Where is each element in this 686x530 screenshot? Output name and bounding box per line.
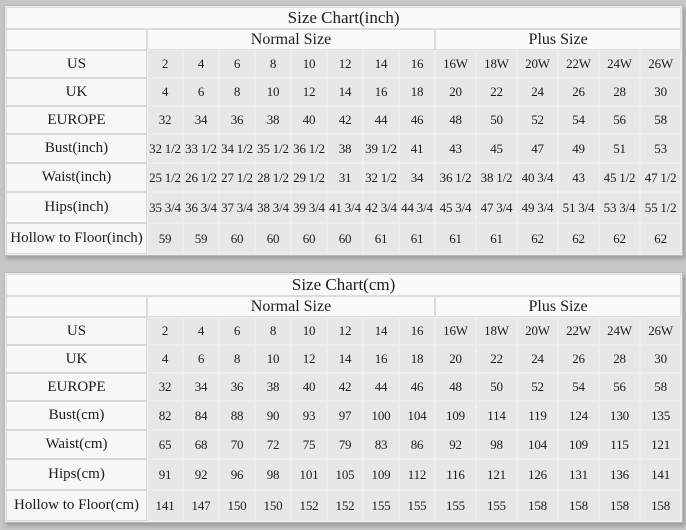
size-cell: 39 1/2 — [364, 135, 398, 162]
column-group-label: Normal Size — [148, 297, 434, 316]
size-cell: 147 — [184, 491, 218, 520]
row-label: Hollow to Floor(inch) — [7, 224, 146, 253]
size-cell: 121 — [641, 431, 680, 458]
size-cell: 93 — [292, 402, 326, 429]
table-row — [7, 107, 680, 133]
size-cell: 65 — [148, 431, 182, 458]
size-cell: 6 — [184, 79, 218, 105]
size-cell: 41 — [400, 135, 434, 162]
size-cell: 34 — [184, 374, 218, 400]
size-cell: 97 — [328, 402, 362, 429]
size-cell: 22 — [477, 346, 516, 372]
size-cell: 12 — [328, 51, 362, 77]
size-cell: 51 3/4 — [559, 193, 598, 222]
size-cell: 104 — [400, 402, 434, 429]
size-cell: 28 — [600, 346, 639, 372]
size-cell: 152 — [292, 491, 326, 520]
size-cell: 141 — [641, 460, 680, 489]
size-cell: 61 — [364, 224, 398, 253]
size-cell: 155 — [436, 491, 475, 520]
row-label: Bust(inch) — [7, 135, 146, 162]
size-cell: 126 — [518, 460, 557, 489]
size-cell: 98 — [477, 431, 516, 458]
size-cell: 54 — [559, 374, 598, 400]
size-cell: 44 3/4 — [400, 193, 434, 222]
size-cell: 18 — [400, 79, 434, 105]
row-label: EUROPE — [7, 107, 146, 133]
size-cell: 29 1/2 — [292, 164, 326, 191]
size-cell: 14 — [328, 79, 362, 105]
size-cell: 16 — [364, 346, 398, 372]
size-cell: 32 — [148, 107, 182, 133]
size-cell: 54 — [559, 107, 598, 133]
corner-cell — [7, 30, 146, 49]
size-cell: 35 1/2 — [256, 135, 290, 162]
table-row — [7, 224, 680, 253]
size-cell: 49 — [559, 135, 598, 162]
size-cell: 155 — [477, 491, 516, 520]
size-cell: 42 — [328, 107, 362, 133]
size-cell: 16W — [436, 51, 475, 77]
size-cell: 50 — [477, 374, 516, 400]
size-cell: 47 — [518, 135, 557, 162]
size-cell: 27 1/2 — [220, 164, 254, 191]
row-label: US — [7, 318, 146, 344]
size-cell: 16 — [400, 51, 434, 77]
size-cell: 60 — [256, 224, 290, 253]
size-cell: 40 — [292, 107, 326, 133]
size-cell: 18W — [477, 318, 516, 344]
size-cell: 42 3/4 — [364, 193, 398, 222]
size-cell: 4 — [184, 51, 218, 77]
size-cell: 46 — [400, 374, 434, 400]
size-cell: 48 — [436, 374, 475, 400]
size-cell: 109 — [559, 431, 598, 458]
size-cell: 36 1/2 — [292, 135, 326, 162]
size-cell: 12 — [292, 79, 326, 105]
size-cell: 34 — [400, 164, 434, 191]
size-cell: 115 — [600, 431, 639, 458]
size-chart-cm-wrap — [4, 272, 681, 523]
size-cell: 36 — [220, 107, 254, 133]
size-cell: 46 — [400, 107, 434, 133]
size-cell: 24 — [518, 79, 557, 105]
size-cell: 38 1/2 — [477, 164, 516, 191]
row-label: Bust(cm) — [7, 402, 146, 429]
size-cell: 14 — [364, 51, 398, 77]
size-cell: 152 — [328, 491, 362, 520]
row-label: Waist(cm) — [7, 431, 146, 458]
size-cell: 12 — [292, 346, 326, 372]
size-cell: 60 — [220, 224, 254, 253]
size-cell: 18W — [477, 51, 516, 77]
size-cell: 109 — [436, 402, 475, 429]
size-cell: 28 — [600, 79, 639, 105]
size-cell: 119 — [518, 402, 557, 429]
size-cell: 124 — [559, 402, 598, 429]
size-cell: 130 — [600, 402, 639, 429]
size-cell: 56 — [600, 374, 639, 400]
size-cell: 45 3/4 — [436, 193, 475, 222]
row-label: UK — [7, 79, 146, 105]
size-cell: 155 — [400, 491, 434, 520]
size-cell: 4 — [184, 318, 218, 344]
size-cell: 28 1/2 — [256, 164, 290, 191]
table-row — [7, 460, 680, 489]
size-chart-inch-table — [4, 5, 683, 256]
size-cell: 20 — [436, 346, 475, 372]
table-row — [7, 431, 680, 458]
size-chart-inch-wrap — [4, 5, 681, 256]
size-cell: 116 — [436, 460, 475, 489]
size-cell: 26 — [559, 79, 598, 105]
size-cell: 109 — [364, 460, 398, 489]
table-row — [7, 318, 680, 344]
size-cell: 30 — [641, 346, 680, 372]
size-cell: 16W — [436, 318, 475, 344]
size-cell: 88 — [220, 402, 254, 429]
size-cell: 25 1/2 — [148, 164, 182, 191]
table-title: Size Chart(cm) — [7, 275, 680, 295]
size-cell: 10 — [256, 79, 290, 105]
size-cell: 6 — [220, 51, 254, 77]
size-cell: 150 — [220, 491, 254, 520]
size-cell: 22W — [559, 318, 598, 344]
size-cell: 53 3/4 — [600, 193, 639, 222]
size-cell: 38 — [256, 107, 290, 133]
size-cell: 10 — [256, 346, 290, 372]
size-cell: 2 — [148, 51, 182, 77]
size-cell: 158 — [518, 491, 557, 520]
size-cell: 59 — [184, 224, 218, 253]
size-cell: 62 — [641, 224, 680, 253]
size-cell: 4 — [148, 79, 182, 105]
size-cell: 59 — [148, 224, 182, 253]
size-cell: 30 — [641, 79, 680, 105]
size-cell: 72 — [256, 431, 290, 458]
size-cell: 26 1/2 — [184, 164, 218, 191]
size-cell: 58 — [641, 107, 680, 133]
table-row — [7, 374, 680, 400]
size-cell: 158 — [600, 491, 639, 520]
size-cell: 22W — [559, 51, 598, 77]
size-cell: 26 — [559, 346, 598, 372]
size-cell: 24W — [600, 51, 639, 77]
size-cell: 62 — [600, 224, 639, 253]
size-cell: 38 — [256, 374, 290, 400]
size-cell: 44 — [364, 374, 398, 400]
size-cell: 32 1/2 — [148, 135, 182, 162]
size-cell: 20 — [436, 79, 475, 105]
size-cell: 68 — [184, 431, 218, 458]
corner-cell — [7, 297, 146, 316]
size-cell: 16 — [364, 79, 398, 105]
size-cell: 62 — [559, 224, 598, 253]
size-cell: 38 3/4 — [256, 193, 290, 222]
size-cell: 32 1/2 — [364, 164, 398, 191]
size-cell: 98 — [256, 460, 290, 489]
size-cell: 83 — [364, 431, 398, 458]
size-cell: 34 1/2 — [220, 135, 254, 162]
size-cell: 60 — [292, 224, 326, 253]
size-cell: 34 — [184, 107, 218, 133]
size-cell: 6 — [220, 318, 254, 344]
size-cell: 20W — [518, 318, 557, 344]
size-cell: 91 — [148, 460, 182, 489]
size-cell: 2 — [148, 318, 182, 344]
size-chart-cm-table — [4, 272, 683, 523]
size-cell: 56 — [600, 107, 639, 133]
size-cell: 14 — [364, 318, 398, 344]
table-row — [7, 193, 680, 222]
row-label: Waist(inch) — [7, 164, 146, 191]
size-cell: 10 — [292, 51, 326, 77]
size-cell: 53 — [641, 135, 680, 162]
size-cell: 60 — [328, 224, 362, 253]
size-cell: 135 — [641, 402, 680, 429]
size-cell: 70 — [220, 431, 254, 458]
row-label: Hollow to Floor(cm) — [7, 491, 146, 520]
size-cell: 40 3/4 — [518, 164, 557, 191]
size-cell: 50 — [477, 107, 516, 133]
table-row — [7, 402, 680, 429]
size-cell: 141 — [148, 491, 182, 520]
size-cell: 158 — [559, 491, 598, 520]
size-cell: 8 — [256, 318, 290, 344]
size-cell: 8 — [256, 51, 290, 77]
size-cell: 101 — [292, 460, 326, 489]
column-group-label: Plus Size — [436, 30, 680, 49]
size-cell: 36 — [220, 374, 254, 400]
size-cell: 38 — [328, 135, 362, 162]
size-cell: 45 1/2 — [600, 164, 639, 191]
size-cell: 55 1/2 — [641, 193, 680, 222]
size-cell: 79 — [328, 431, 362, 458]
size-cell: 43 — [436, 135, 475, 162]
row-label: Hips(cm) — [7, 460, 146, 489]
size-cell: 75 — [292, 431, 326, 458]
size-cell: 26W — [641, 51, 680, 77]
size-cell: 114 — [477, 402, 516, 429]
size-cell: 4 — [148, 346, 182, 372]
row-label: Hips(inch) — [7, 193, 146, 222]
size-cell: 49 3/4 — [518, 193, 557, 222]
size-cell: 45 — [477, 135, 516, 162]
size-cell: 20W — [518, 51, 557, 77]
size-cell: 10 — [292, 318, 326, 344]
size-cell: 39 3/4 — [292, 193, 326, 222]
size-cell: 36 3/4 — [184, 193, 218, 222]
size-cell: 16 — [400, 318, 434, 344]
size-cell: 52 — [518, 107, 557, 133]
size-cell: 36 1/2 — [436, 164, 475, 191]
size-cell: 100 — [364, 402, 398, 429]
size-cell: 112 — [400, 460, 434, 489]
size-cell: 92 — [184, 460, 218, 489]
column-group-label: Plus Size — [436, 297, 680, 316]
size-cell: 42 — [328, 374, 362, 400]
size-cell: 90 — [256, 402, 290, 429]
size-cell: 96 — [220, 460, 254, 489]
size-cell: 32 — [148, 374, 182, 400]
size-cell: 61 — [477, 224, 516, 253]
size-cell: 82 — [148, 402, 182, 429]
table-row — [7, 346, 680, 372]
row-label: US — [7, 51, 146, 77]
size-cell: 41 3/4 — [328, 193, 362, 222]
table-row — [7, 164, 680, 191]
column-group-label: Normal Size — [148, 30, 434, 49]
size-cell: 121 — [477, 460, 516, 489]
size-cell: 31 — [328, 164, 362, 191]
size-cell: 35 3/4 — [148, 193, 182, 222]
size-cell: 40 — [292, 374, 326, 400]
size-cell: 62 — [518, 224, 557, 253]
size-cell: 18 — [400, 346, 434, 372]
size-cell: 52 — [518, 374, 557, 400]
size-cell: 61 — [436, 224, 475, 253]
row-label: UK — [7, 346, 146, 372]
size-cell: 104 — [518, 431, 557, 458]
size-cell: 92 — [436, 431, 475, 458]
size-cell: 26W — [641, 318, 680, 344]
size-cell: 33 1/2 — [184, 135, 218, 162]
size-cell: 43 — [559, 164, 598, 191]
size-cell: 51 — [600, 135, 639, 162]
size-cell: 37 3/4 — [220, 193, 254, 222]
size-cell: 6 — [184, 346, 218, 372]
size-cell: 14 — [328, 346, 362, 372]
size-cell: 86 — [400, 431, 434, 458]
size-cell: 47 1/2 — [641, 164, 680, 191]
size-cell: 44 — [364, 107, 398, 133]
size-cell: 155 — [364, 491, 398, 520]
row-label: EUROPE — [7, 374, 146, 400]
size-cell: 47 3/4 — [477, 193, 516, 222]
size-cell: 61 — [400, 224, 434, 253]
size-cell: 48 — [436, 107, 475, 133]
size-cell: 58 — [641, 374, 680, 400]
size-cell: 8 — [220, 346, 254, 372]
table-row — [7, 135, 680, 162]
table-row — [7, 51, 680, 77]
table-title: Size Chart(inch) — [7, 8, 680, 28]
size-cell: 150 — [256, 491, 290, 520]
table-row — [7, 79, 680, 105]
size-cell: 24W — [600, 318, 639, 344]
size-cell: 131 — [559, 460, 598, 489]
table-row — [7, 491, 680, 520]
size-cell: 158 — [641, 491, 680, 520]
size-cell: 12 — [328, 318, 362, 344]
size-cell: 22 — [477, 79, 516, 105]
size-cell: 136 — [600, 460, 639, 489]
size-cell: 24 — [518, 346, 557, 372]
size-cell: 8 — [220, 79, 254, 105]
size-cell: 105 — [328, 460, 362, 489]
size-cell: 84 — [184, 402, 218, 429]
